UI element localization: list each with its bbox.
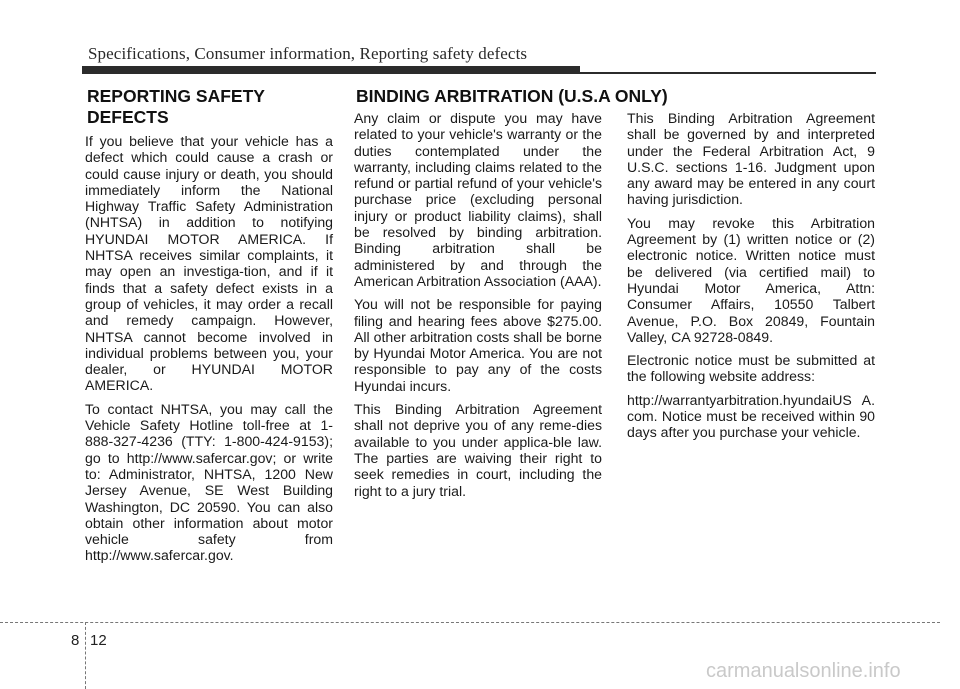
footer-vertical-dashed-rule [85, 622, 86, 689]
reporting-paragraph-1: If you believe that your vehicle has a defect which could cause a crash or could cause injury or death, you should immediately inform the National Highway Traffic Safety Administration (NHTSA) in addition to notifying HYUNDAI MOTOR AMERICA. If NHTSA receives similar complaints, it may open an investiga-tion, and if it finds that a safety defect exists in a group of vehicles, it may order a recall and remedy campaign. However, NHTSA cannot become involved in individual problems between you, your dealer, or HYUNDAI MOTOR AMERICA. [85, 133, 333, 394]
binding-arbitration-heading: BINDING ARBITRATION (U.S.A ONLY) [356, 86, 668, 106]
page-number: 12 [90, 632, 107, 649]
reporting-column [85, 133, 333, 571]
binding-column-1 [354, 110, 602, 506]
binding-paragraph-3: This Binding Arbitration Agreement shall not deprive you of any reme-dies available to you under applica-ble law. The parties are waiving their right to seek remedies in court, including the right to a jury trial. [354, 401, 602, 499]
header-rule-thin [82, 72, 876, 74]
page-header-title: Specifications, Consumer information, Reporting safety defects [88, 44, 528, 63]
binding-paragraph-2: You will not be responsible for paying filing and hearing fees above $275.00. All other arbitration costs shall be borne by Hyundai Motor America. You are not responsible to pay any of the costs Hyundai incurs. [354, 296, 602, 394]
reporting-safety-defects-heading: REPORTING SAFETY DEFECTS [87, 86, 265, 127]
binding-paragraph-5: You may revoke this Arbitration Agreement by (1) written notice or (2) electronic notice. Written notice must be delivered (via certified mail) to Hyundai Motor America, Attn: Consumer Affairs, 10550 Talbert Avenue, P.O. Box 20849, Fountain Valley, CA 92728-0849. [627, 214, 875, 345]
binding-paragraph-6: Electronic notice must be submitted at the following website address: [627, 352, 875, 385]
reporting-paragraph-2: To contact NHTSA, you may call the Vehicle Safety Hotline toll-free at 1-888-327-4236 (TTY: 1-800-424-9153); go to http://www.safercar.gov; or write to: Administrator, NHTSA, 1200 New Jersey Avenue, SE West Building Washington, DC 20590. You can also obtain other information about motor vehicle safety from http://www.safercar.gov. [85, 400, 333, 564]
watermark: carmanualsonline.info [706, 660, 901, 682]
page-chapter-number: 8 [71, 632, 80, 649]
binding-column-2 [627, 110, 875, 448]
binding-paragraph-1: Any claim or dispute you may have related to your vehicle's warranty or the duties contemplated under the warranty, including claims related to the refund or partial refund of your vehicle's purchase price (excluding personal injury or product liability claims), shall be resolved by binding arbitration. Binding arbitration shall be administered by and through the American Arbitration Association (AAA). [354, 110, 602, 289]
footer-dashed-rule [0, 622, 940, 623]
binding-paragraph-7: http://warrantyarbitration.hyundaiUS A. com. Notice must be received within 90 days after you purchase your vehicle. [627, 391, 875, 441]
header-rule [82, 66, 876, 75]
binding-paragraph-4: This Binding Arbitration Agreement shall be governed by and interpreted under the Federal Arbitration Act, 9 U.S.C. sections 1-16. Judgment upon any award may be entered in any court having jurisdiction. [627, 110, 875, 208]
